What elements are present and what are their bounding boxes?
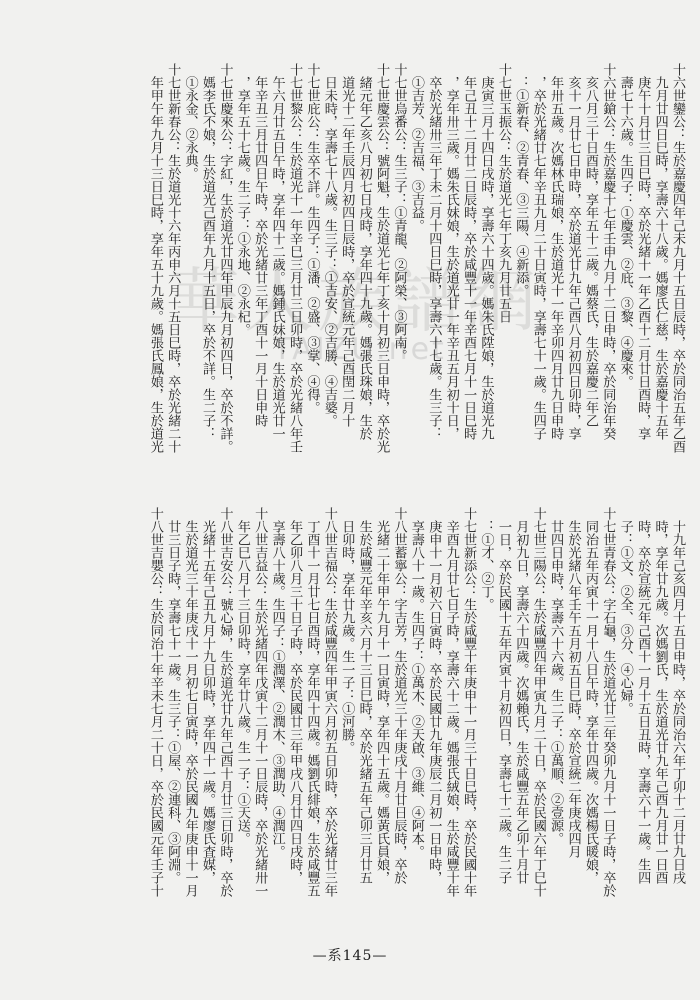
text-column: 午六月廿五日午時，享年四十二歲。媽鍾氏妹娘，生於道光廿一 — [269, 63, 285, 440]
text-column: 年卅五歲。次媽林氏瑞娘，生於道光十一年辛卯四月廿九日申時 — [548, 63, 564, 440]
text-column: 十八世吉安公：號心婦，生於道光廿九年己酉十月廿三日卯時，卒於 — [217, 507, 233, 897]
text-column: 亥十一月廿七日申時，卒於道光廿九年己酉八月初四日卯時，享 — [565, 63, 581, 440]
text-column: 十八世吉福公：生於咸豐四年甲寅六月初五日卯時，卒於光緒廿三年 — [321, 507, 337, 897]
text-column: 辛酉九月廿七日子時，享壽六十二歲。媽張氏絨娘，生於咸豐十年 — [443, 507, 459, 897]
text-column: 卒於光緒卅三年丁未二月十四日巳時，享壽六十七歲。生三子： — [426, 63, 442, 440]
text-column: 年乙巳八月十三日卯時，享年廿八歲。生一子：①天送。 — [234, 507, 250, 845]
text-column: ，享年五十七歲。生二子：①永地、②永杞。 — [234, 63, 250, 336]
text-column: 日未時，享壽七十八歲。生三子：①吉安、②吉勝、④吉婆。 — [321, 63, 337, 427]
text-column: 生於道光三十年庚戌十一月初七日寅時，卒於民國九年庚申十一月 — [182, 507, 198, 897]
text-column: ①吉芳、②吉福、③吉益。 — [408, 63, 424, 232]
text-column: 日卯時，享年廿九歲。生一子：①河勝。 — [339, 507, 355, 754]
text-column: 十七世玉振公：生於道光七年丁亥九月廿五日 — [495, 63, 511, 323]
text-column: 十八世吉嬰公：生於同治十年辛未七月二十日，卒於民國元年壬子十 — [147, 507, 163, 897]
text-column: 一日，卒於民國十五年丙寅十月初四日，享壽七十二歲。生二子 — [495, 507, 511, 884]
text-column: 時，卒於宣統元年己酉十一月十五日丑時，享壽六十一歲。生四 — [635, 507, 651, 884]
text-column: 丁酉十一月廿七日酉時，享年四十四歲。媽劉氏緋娘，生於咸豐五 — [304, 507, 320, 897]
text-column: 時，享年廿九歲。次媽劉氏，生於道光廿九年己酉九月廿一日酉 — [652, 507, 668, 884]
text-column: 十六世鎗公：生於嘉慶十七年壬申九月十二日申時，卒於同治年癸 — [600, 63, 616, 440]
text-column: 十八世蓄寧公：字吉芳，生於道光三十年庚戌十月廿日辰時，卒於 — [391, 507, 407, 884]
text-column: 庚寅三月十四日戌時，享壽六十四歲。媽朱氏陞娘，生於道光九 — [478, 63, 494, 440]
text-column: 月初九日，享壽六十四歲。次媽賴氏，生於咸豐五年乙卯十月廿 — [513, 507, 529, 884]
text-column: 年甲午年九月十三日巳時，享年五十九歲。媽張氏鳳娘，生於道光 — [147, 63, 163, 453]
text-column: ，享年卅三歲。媽朱氏妹娘，生於道光廿一年辛丑五月初十日， — [443, 63, 459, 440]
text-column: 媽李氏不娘，生於道光己酉年九月十五日，卒於不詳。生二子： — [200, 63, 216, 440]
text-column: 庚申十一月初六日寅時，卒於民國廿九年庚辰二月初一日申時， — [426, 507, 442, 884]
text-column: 十六世鑾公：生於嘉慶四年己未九月十五日辰時，卒於同治五年乙酉 — [670, 63, 685, 453]
text-column: 十七世庇公：生卒不詳。生四子：①潘、②盛、③掌、④得。 — [304, 63, 320, 414]
text-column: 廿四日申時，享壽六十六歲。生二子：①萬順、②壹源。 — [548, 507, 564, 845]
text-column: 十七世慶來公：字紅，生於道光廿四年甲辰九月初四日，卒於不詳。 — [217, 63, 233, 453]
text-column: 十七世青春公：字石龜，生於道光廿三年癸卯九月十一日子時，卒於 — [600, 507, 616, 897]
text-column: 十九年己亥四月十五日申時，卒於同治六年丁卯十二月廿九日戌 — [670, 507, 685, 884]
text-column: 光緒二十年甲午九月十一日寅時，享年四十五歲。媽黃氏員娘， — [374, 507, 390, 884]
text-column: 廿三日子時，享壽七十一歲。生三子：①屋、②連科、③阿淵。 — [165, 507, 181, 884]
text-column: 十七世烏番公：生三子：①青龍、②阿榮、③阿南。 — [391, 63, 407, 362]
text-column: 享壽八十一歲。生四子：①萬木、②天啟、③維、④阿本。 — [408, 507, 424, 858]
text-column: 光緒十五年己丑九月十九日卯時，享年四十一歲。媽廖氏査媒， — [200, 507, 216, 884]
text-column: 十七世慶雲公：號阿魁，生於道光七年丁亥十月初三日申時，卒於光 — [374, 63, 390, 453]
text-column: ：①才、②丁。 — [478, 507, 494, 611]
text-column: 九月廿四日巳時，享壽六十八歲。媽廖氏仁慈，生於嘉慶十五年 — [652, 63, 668, 440]
text-column: 年乙卯八月三十日子時，卒於民國廿三年甲戌八月廿四日戌時， — [287, 507, 303, 884]
text-column: 緒元年乙亥八月初七日戌時，享年四十九歲。媽張氏珠娘，生於 — [356, 63, 372, 440]
text-column: 同治五年丙寅十一月十八日午時，享年廿四歲。次媽楊氏暖娘， — [582, 507, 598, 884]
text-column: 十七世新春公：生於道光十六年丙申六月十五日巳時，卒於光緒二十 — [165, 63, 181, 453]
text-column: 十七世黎公：生於道光十一年辛巳三月廿三日卯時，卒於光緒八年壬 — [287, 63, 303, 453]
text-column: 十八世吉益公：生於光緒四年戊寅十二月十一日辰時，卒於光緒卅一 — [252, 507, 268, 897]
text-column: 生於咸豐元年辛亥六月十三日巳時，卒於光緒五年己卯三月廿五 — [356, 507, 372, 884]
text-column: 十七世三陽公：生於咸豐四年甲寅九月二十日，卒於民國六年丁巳十 — [530, 507, 546, 897]
text-column: 享壽八十歲。生四子：①潤澤、②潤木、③潤助、④潤江。 — [269, 507, 285, 858]
bottom-text-block — [78, 507, 686, 945]
text-column: 年辛丑三月廿四日午時，卒於光緒廿三年丁酉十一月十日申時 — [252, 63, 268, 427]
text-column: 生於光緒八年壬午五月初五日巳時，卒於宣統二年庚戌四月 — [565, 507, 581, 858]
text-column: 亥八月三十日酉時，享年五十二歲。媽蔡氏，生於嘉慶二年乙 — [582, 63, 598, 427]
text-column: 子：①文、②全、③分、④心婦。 — [617, 507, 633, 715]
text-column: 年己丑十二月廿二日辰時，卒於咸豐十一年辛酉七月十一日巳時 — [461, 63, 477, 440]
text-column: 庚午十月廿三日巳時，卒於光緒十一年乙酉十二月廿日酉時，享 — [635, 63, 651, 440]
page-number: —系145— — [312, 948, 388, 964]
text-column: ：①新春、②青春、③三陽、④新添。 — [513, 63, 529, 297]
top-text-block — [78, 63, 686, 503]
text-column: 道光十二年壬辰四月初四日辰時，卒於宣統元年己酉閏二月十 — [339, 63, 355, 427]
text-column: ，卒於光緒廿七年辛丑九月二十日寅時，享壽七十一歲。生四子 — [530, 63, 546, 440]
watermark-url: TAIZU.net — [273, 332, 447, 367]
text-column: 壽七十六歲。生四子：①慶雲、②庇、③黎、④慶來。 — [617, 63, 633, 388]
text-column: 十七世新添公：生於咸豐十年庚申十一月三十日巳時，卒於民國十年 — [461, 507, 477, 897]
text-column: ①永金、②永典。 — [182, 63, 198, 180]
watermark-text: 華人族譜網 — [170, 260, 540, 342]
